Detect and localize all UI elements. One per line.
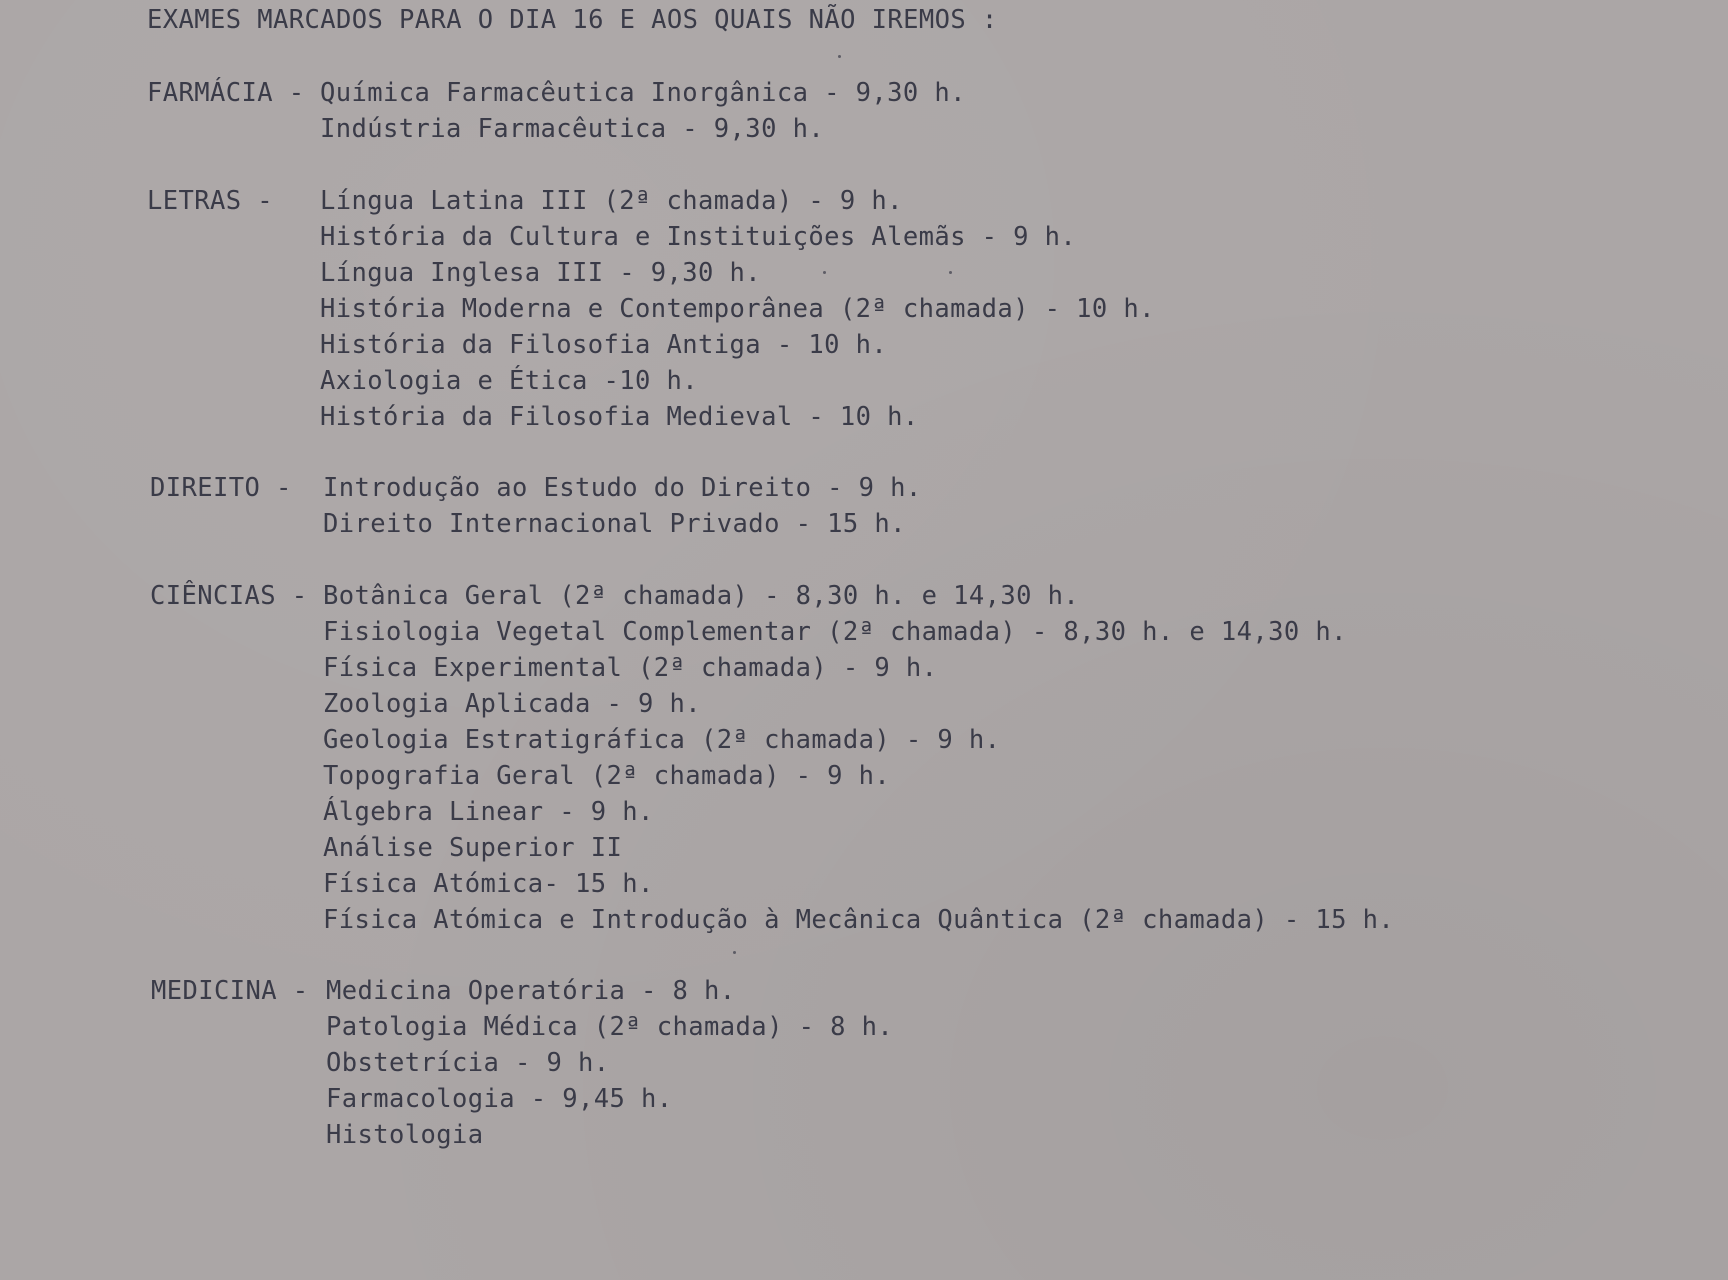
subject-item: História da Filosofia Antiga - 10 h. bbox=[320, 330, 888, 360]
subject-item: Introdução ao Estudo do Direito - 9 h. bbox=[323, 473, 922, 503]
subject-list bbox=[320, 183, 1155, 435]
subject-list bbox=[320, 75, 966, 147]
subject-item: Medicina Operatória - 8 h. bbox=[326, 976, 736, 1006]
subject-item: Obstetrícia - 9 h. bbox=[326, 1048, 610, 1078]
subject-item: Física Atómica- 15 h. bbox=[323, 869, 654, 899]
subject-item: História Moderna e Contemporânea (2ª chamada) - 10 h. bbox=[320, 294, 1155, 324]
subject-item: Geologia Estratigráfica (2ª chamada) - 9 h. bbox=[323, 725, 1001, 755]
subject-list bbox=[323, 470, 922, 542]
subject-item: História da Cultura e Instituições Alemãs - 9 h. bbox=[320, 222, 1077, 252]
ink-speck bbox=[733, 951, 736, 954]
ink-speck bbox=[838, 55, 841, 58]
subject-item: História da Filosofia Medieval - 10 h. bbox=[320, 402, 919, 432]
subject-item: Histologia bbox=[326, 1120, 484, 1150]
subject-item: Indústria Farmacêutica - 9,30 h. bbox=[320, 114, 825, 144]
faculty-label: MEDICINA - bbox=[151, 976, 309, 1006]
subject-item: Língua Latina III (2ª chamada) - 9 h. bbox=[320, 186, 903, 216]
subject-item: Análise Superior II bbox=[323, 833, 623, 863]
subject-item: Patologia Médica (2ª chamada) - 8 h. bbox=[326, 1012, 894, 1042]
faculty-label: DIREITO - bbox=[150, 473, 292, 503]
ink-speck bbox=[823, 271, 826, 274]
subject-list bbox=[326, 973, 893, 1153]
subject-item: Física Experimental (2ª chamada) - 9 h. bbox=[323, 653, 938, 683]
subject-list bbox=[323, 578, 1394, 938]
subject-item: Física Atómica e Introdução à Mecânica Quântica (2ª chamada) - 15 h. bbox=[323, 905, 1395, 935]
faculty-label: FARMÁCIA - bbox=[147, 78, 305, 108]
subject-item: Farmacologia - 9,45 h. bbox=[326, 1084, 673, 1114]
subject-item: Zoologia Aplicada - 9 h. bbox=[323, 689, 702, 719]
subject-item: Química Farmacêutica Inorgânica - 9,30 h. bbox=[320, 78, 966, 108]
subject-item: Álgebra Linear - 9 h. bbox=[323, 797, 654, 827]
document-heading: EXAMES MARCADOS PARA O DIA 16 E AOS QUAIS NÃO IREMOS : bbox=[147, 5, 998, 35]
subject-item: Fisiologia Vegetal Complementar (2ª chamada) - 8,30 h. e 14,30 h. bbox=[323, 617, 1347, 647]
ink-speck bbox=[949, 271, 952, 274]
subject-item: Língua Inglesa III - 9,30 h. bbox=[320, 258, 762, 288]
faculty-label: CIÊNCIAS - bbox=[150, 581, 308, 611]
subject-item: Axiologia e Ética -10 h. bbox=[320, 366, 699, 396]
subject-item: Direito Internacional Privado - 15 h. bbox=[323, 509, 906, 539]
subject-item: Topografia Geral (2ª chamada) - 9 h. bbox=[323, 761, 891, 791]
subject-item: Botânica Geral (2ª chamada) - 8,30 h. e 14,30 h. bbox=[323, 581, 1080, 611]
faculty-label: LETRAS - bbox=[147, 186, 274, 216]
